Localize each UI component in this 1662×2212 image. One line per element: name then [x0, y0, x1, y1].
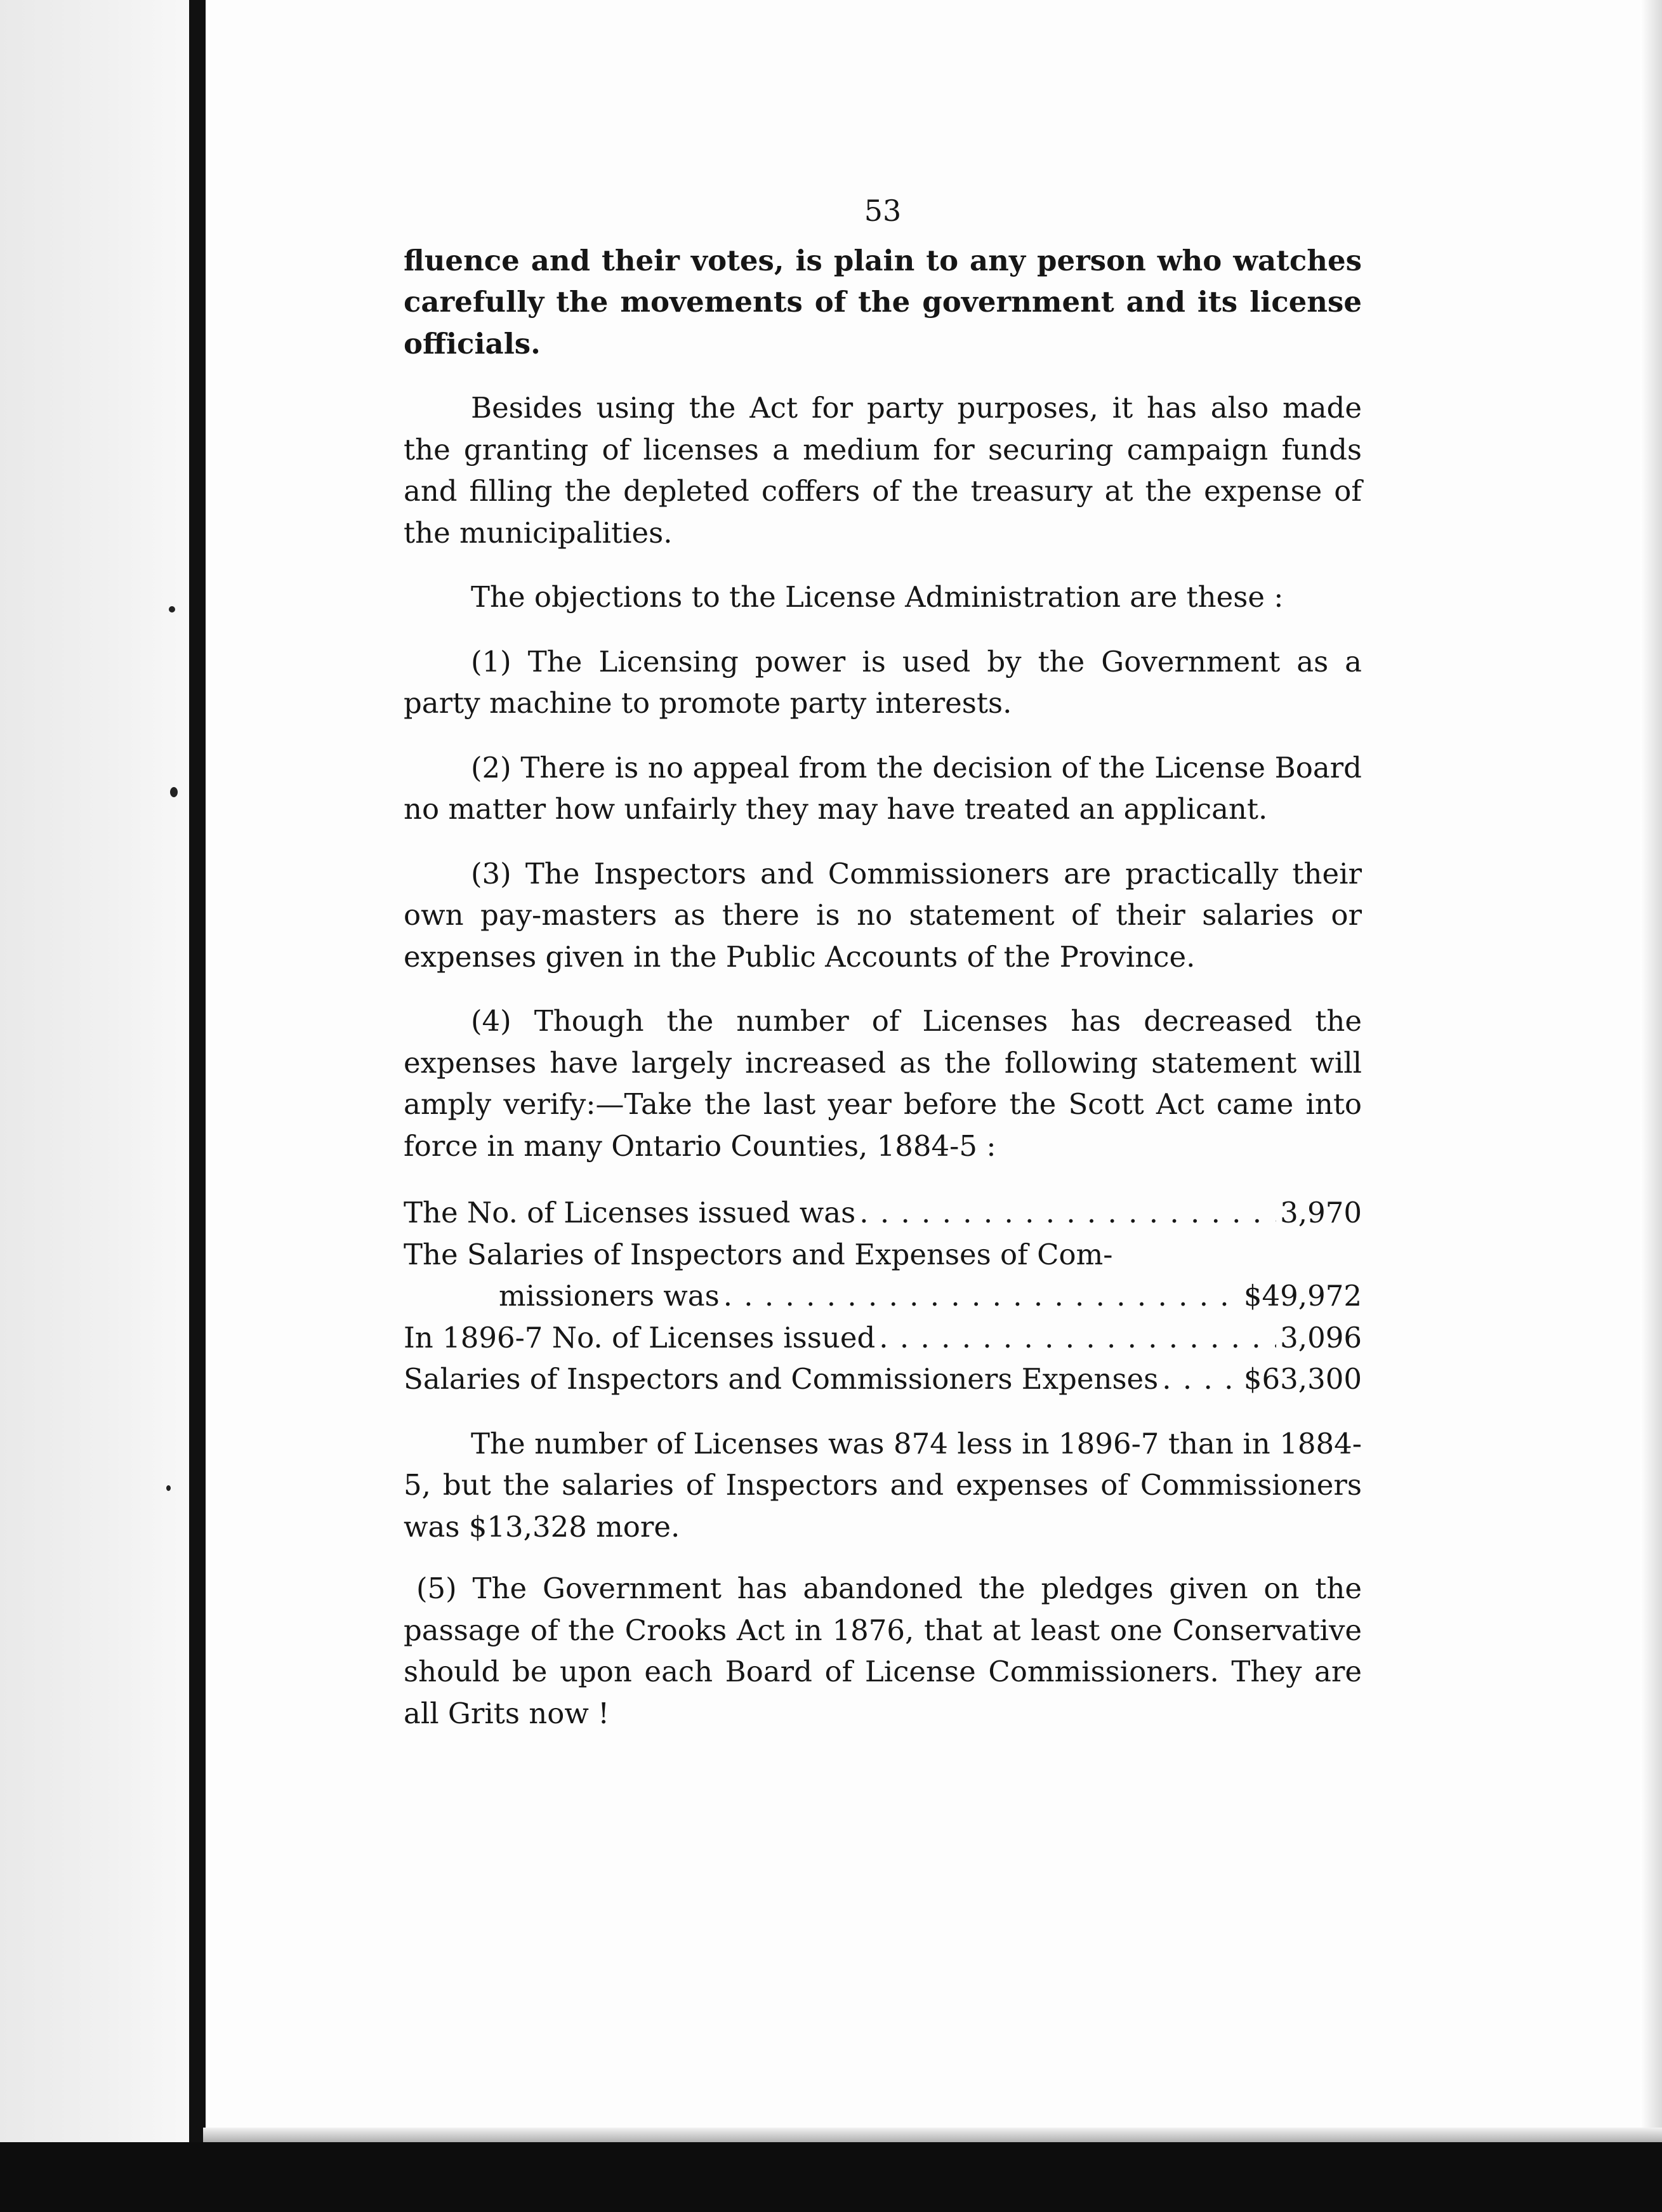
objection-4: (4) Though the number of Licenses has decreased the expenses have largely increased as the following statement will amply verify:—Take the last year before the Scott Act came into force in many Ontario Counties, 1884-5 :	[404, 1004, 1362, 1163]
statement-value: $63,300	[1243, 1362, 1362, 1396]
statement-row-salaries-1896	[404, 1358, 1362, 1400]
leader-dots	[1162, 1358, 1240, 1400]
leader-dots	[723, 1275, 1240, 1317]
margin-speck	[170, 787, 178, 797]
statement-row-licenses-1896	[404, 1317, 1362, 1359]
page-number: 53	[864, 194, 902, 228]
statement-value: 3,970	[1280, 1196, 1362, 1229]
statement-label: Salaries of Inspectors and Commissioners Expenses	[404, 1362, 1159, 1396]
statement-row-salaries-heading: The Salaries of Inspectors and Expenses of Com-	[404, 1237, 1113, 1271]
page-text	[404, 190, 1362, 1734]
leader-dots	[879, 1317, 1276, 1359]
statement-row-licenses-1884	[404, 1192, 1362, 1234]
objection-5: (5) The Government has abandoned the pledges given on the passage of the Crooks Act in 1876, that at least one Conservative should be upon each Board of License Commissioners. They are all Grits now !	[404, 1572, 1362, 1730]
margin-speck	[166, 1485, 171, 1491]
paragraph-continuation: fluence and their votes, is plain to any person who watches carefully the movements of the government and its license officials.	[404, 243, 1362, 361]
scanner-bed-band	[0, 2142, 1662, 2212]
paragraph-comparison: The number of Licenses was 874 less in 1896-7 than in 1884-5, but the salaries of Inspectors and expenses of Commissioners was $13,328 more.	[404, 1426, 1362, 1544]
leader-dots	[859, 1192, 1276, 1234]
objection-1: (1) The Licensing power is used by the Government as a party machine to promote party interests.	[404, 644, 1362, 720]
statement-label: In 1896-7 No. of Licenses issued	[404, 1320, 876, 1354]
statement-value: 3,096	[1280, 1320, 1362, 1354]
paragraph-party-purposes: Besides using the Act for party purposes, it has also made the granting of licenses a medium for securing campaign funds and filling the depleted coffers of the treasury at the expense of the municipalities.	[404, 391, 1362, 550]
statement-value: $49,972	[1243, 1279, 1362, 1313]
objection-2: (2) There is no appeal from the decision of the License Board no matter how unfairly they may have treated an applicant.	[404, 750, 1362, 826]
statement-label: The No. of Licenses issued was	[404, 1196, 856, 1229]
margin-speck	[169, 606, 175, 613]
binding-edge	[189, 0, 206, 2212]
left-margin-shadow	[0, 0, 190, 2212]
objection-3: (3) The Inspectors and Commissioners are practically their own pay-masters as there is no statement of their salaries or expenses given in the Public Accounts of the Province.	[404, 856, 1362, 974]
statement-label: missioners was	[499, 1279, 720, 1313]
paragraph-objections-intro: The objections to the License Administration are these :	[471, 580, 1284, 614]
license-statement	[404, 1192, 1362, 1400]
right-page-edge	[1640, 0, 1662, 2212]
statement-row-salaries-1884	[404, 1275, 1362, 1317]
